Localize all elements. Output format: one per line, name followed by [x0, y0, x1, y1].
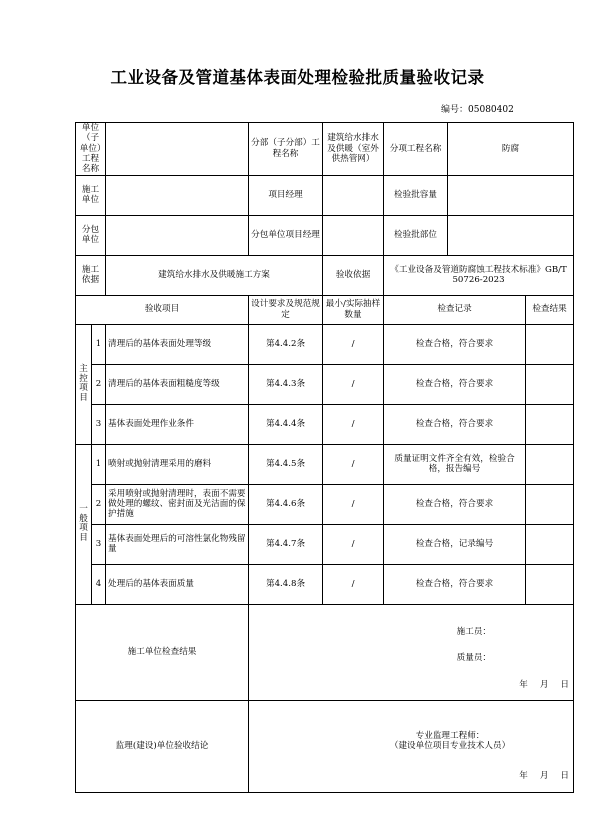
- item-number: 4: [92, 564, 106, 604]
- table-row: [76, 364, 574, 404]
- item-name: 基体表面处理后的可溶性氯化物残留量: [106, 524, 249, 564]
- project-manager-label: 项目经理: [249, 175, 323, 215]
- item-result[interactable]: [526, 324, 574, 364]
- table-row: [76, 564, 574, 604]
- item-name: 处理后的基体表面质量: [106, 564, 249, 604]
- column-header-row: [76, 295, 574, 324]
- inspection-form: [75, 122, 574, 793]
- item-clause: 第4.4.3条: [249, 364, 323, 404]
- subcontractor-label: 分包单位: [76, 215, 106, 255]
- document-number-value: 05080402: [468, 105, 514, 115]
- item-record: 检查合格，符合要求: [384, 364, 526, 404]
- item-sample: /: [323, 444, 384, 484]
- item-clause: 第4.4.4条: [249, 404, 323, 444]
- sub-manager-label: 分包单位项目经理: [249, 215, 323, 255]
- unit-project-value[interactable]: [106, 123, 249, 176]
- item-number: 1: [92, 444, 106, 484]
- batch-capacity-label: 检验批容量: [384, 175, 448, 215]
- contractor-check-date: 年 月 日: [519, 679, 570, 690]
- item-result[interactable]: [526, 564, 574, 604]
- contractor-label: 施工单位: [76, 175, 106, 215]
- supervising-engineer-label: 专业监理工程师：: [415, 730, 485, 741]
- subitem-label: 分项工程名称: [384, 123, 448, 176]
- item-name: 清理后的基体表面粗糙度等级: [106, 364, 249, 404]
- item-sample: /: [323, 564, 384, 604]
- item-sample: /: [323, 484, 384, 524]
- acceptance-basis-value: 《工业设备及管道防腐蚀工程技术标准》GB/T 50726-2023: [384, 255, 574, 295]
- document-number-label: 编号：: [441, 105, 469, 115]
- header-row-subcontractor: [76, 215, 574, 255]
- supervisor-check-label: 监理(建设)单位验收结论: [76, 700, 249, 792]
- division-label: 分部（子分部）工程名称: [249, 123, 323, 176]
- subitem-value: 防腐: [448, 123, 574, 176]
- item-clause: 第4.4.8条: [249, 564, 323, 604]
- item-record: 检查合格，符合要求: [384, 324, 526, 364]
- supervising-engineer-note: （建设单位项目专业技术人员）: [389, 740, 511, 751]
- basis-label: 施工依据: [76, 255, 106, 295]
- item-name: 清理后的基体表面处理等级: [106, 324, 249, 364]
- item-number: 2: [92, 364, 106, 404]
- column-header-item: 验收项目: [76, 295, 249, 324]
- item-record: 检查合格，符合要求: [384, 404, 526, 444]
- column-header-result: 检查结果: [526, 295, 574, 324]
- item-sample: /: [323, 404, 384, 444]
- document-number: [441, 102, 514, 115]
- item-result[interactable]: [526, 404, 574, 444]
- batch-location-label: 检验批部位: [384, 215, 448, 255]
- basis-value: 建筑给水排水及供暖施工方案: [106, 255, 323, 295]
- division-value: 建筑给水排水及供暖（室外供热管网）: [323, 123, 384, 176]
- contractor-value[interactable]: [106, 175, 249, 215]
- header-row-project: [76, 123, 574, 176]
- item-name: 采用喷射或抛射清理时，表面不需要做处理的螺纹、密封面及光洁面的保护措施: [106, 484, 249, 524]
- item-result[interactable]: [526, 444, 574, 484]
- item-name: 喷射或抛射清理采用的磨料: [106, 444, 249, 484]
- subcontractor-value[interactable]: [106, 215, 249, 255]
- item-record: 检查合格，符合要求: [384, 564, 526, 604]
- table-row: [76, 404, 574, 444]
- item-result[interactable]: [526, 524, 574, 564]
- table-row: [76, 524, 574, 564]
- item-clause: 第4.4.6条: [249, 484, 323, 524]
- table-row: [76, 444, 574, 484]
- column-header-record: 检查记录: [384, 295, 526, 324]
- batch-location-value[interactable]: [448, 215, 574, 255]
- item-number: 3: [92, 524, 106, 564]
- general-items-label: 一般项目: [76, 444, 92, 604]
- table-row: [76, 484, 574, 524]
- acceptance-basis-label: 验收依据: [323, 255, 384, 295]
- item-number: 1: [92, 324, 106, 364]
- supervisor-check-area[interactable]: [249, 700, 574, 792]
- item-number: 2: [92, 484, 106, 524]
- item-clause: 第4.4.5条: [249, 444, 323, 484]
- item-clause: 第4.4.7条: [249, 524, 323, 564]
- item-sample: /: [323, 524, 384, 564]
- supervisor-check-date: 年 月 日: [519, 770, 570, 781]
- header-row-basis: [76, 255, 574, 295]
- column-header-sample: 最小/实际抽样数量: [323, 295, 384, 324]
- page-title: 工业设备及管道基体表面处理检验批质量验收记录: [110, 68, 485, 87]
- unit-project-label: 单位（子单位）工程名称: [76, 123, 106, 176]
- column-header-design: 设计要求及规范规定: [249, 295, 323, 324]
- item-number: 3: [92, 404, 106, 444]
- worker-label: 施工员：: [456, 626, 492, 637]
- batch-capacity-value[interactable]: [448, 175, 574, 215]
- item-result[interactable]: [526, 484, 574, 524]
- item-result[interactable]: [526, 364, 574, 404]
- contractor-check-label: 施工单位检查结果: [76, 604, 249, 700]
- contractor-check-area[interactable]: [249, 604, 574, 700]
- item-record: 质量证明文件齐全有效，检验合格，报告编号: [384, 444, 526, 484]
- item-record: 检查合格，符合要求: [384, 484, 526, 524]
- item-record: 检查合格，记录编号: [384, 524, 526, 564]
- supervisor-check-row: [76, 700, 574, 792]
- qc-label: 质量员：: [456, 652, 492, 663]
- main-control-label: 主控项目: [76, 324, 92, 444]
- contractor-check-row: [76, 604, 574, 700]
- sub-manager-value[interactable]: [323, 215, 384, 255]
- item-name: 基体表面处理作业条件: [106, 404, 249, 444]
- table-row: [76, 324, 574, 364]
- item-sample: /: [323, 324, 384, 364]
- project-manager-value[interactable]: [323, 175, 384, 215]
- item-sample: /: [323, 364, 384, 404]
- item-clause: 第4.4.2条: [249, 324, 323, 364]
- header-row-contractor: [76, 175, 574, 215]
